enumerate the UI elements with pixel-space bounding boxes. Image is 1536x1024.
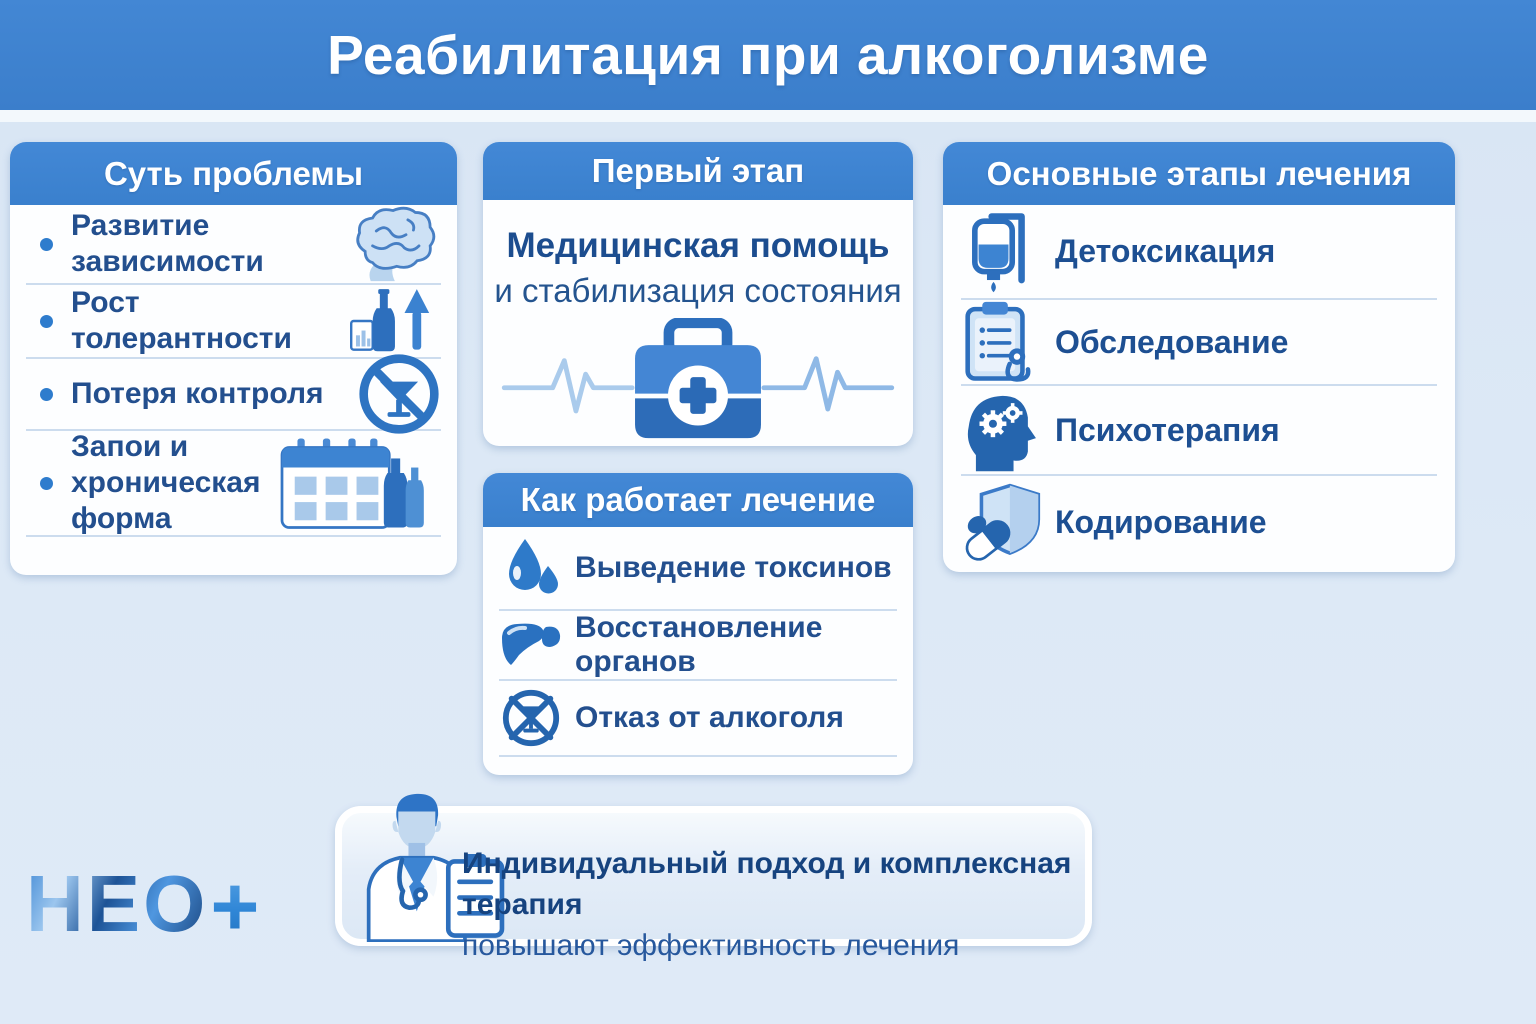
head-gears-icon	[963, 387, 1039, 473]
bullet-dot	[40, 315, 53, 328]
bullet-dot	[40, 388, 53, 401]
banner-text	[462, 843, 1085, 966]
ecg-line-icon	[504, 361, 632, 411]
list-item-label: Психотерапия	[1055, 411, 1280, 448]
bullet-dot	[40, 238, 53, 251]
droplet-icon	[503, 536, 559, 600]
list-item	[26, 431, 441, 537]
list-item	[26, 359, 441, 431]
list-item	[961, 386, 1437, 476]
no-drink-sign-icon	[357, 352, 441, 436]
card-problem	[10, 142, 457, 575]
card-first-stage-title: Первый этап	[591, 152, 805, 189]
first-aid-kit-icon	[492, 318, 904, 442]
first-stage-text-bold: Медицинская помощь	[506, 226, 890, 265]
card-how-header	[483, 473, 913, 527]
list-item	[961, 205, 1437, 300]
footer-banner	[335, 806, 1092, 962]
card-problem-body	[10, 205, 457, 537]
list-item	[961, 476, 1437, 568]
card-main-stages-title: Основные этапы лечения	[986, 154, 1412, 192]
banner-text-bold: Индивидуальный подход и комплексная терапия	[462, 847, 1072, 921]
header-divider	[0, 110, 1536, 122]
top-header	[0, 0, 1536, 110]
card-main-stages-body	[943, 205, 1455, 568]
bullet-dot	[40, 477, 53, 490]
shield-pills-icon	[961, 481, 1041, 563]
liver-icon	[499, 620, 563, 670]
page-title: Реабилитация при алкоголизме	[327, 24, 1209, 86]
clipboard-exam-icon	[961, 300, 1041, 384]
list-item	[499, 527, 897, 611]
brain-head-icon	[345, 205, 441, 283]
card-first-stage-header	[483, 142, 913, 200]
list-item-label: Детоксикация	[1055, 233, 1276, 269]
calendar-bottles-icon	[267, 433, 437, 533]
list-item-label: Развитие зависимости	[71, 209, 264, 278]
card-first-stage	[483, 142, 913, 446]
ecg-line-icon	[764, 359, 892, 409]
list-item	[26, 205, 441, 285]
logo-text: НЕО	[26, 859, 209, 948]
bottle-tolerance-icon	[333, 286, 441, 356]
list-item	[499, 611, 897, 681]
list-item-label: Восстановление органов	[575, 611, 823, 678]
card-how-title: Как работает лечение	[520, 481, 876, 518]
card-problem-header	[10, 142, 457, 205]
card-how-body	[483, 527, 913, 757]
logo-plus-sign: +	[210, 859, 260, 953]
neo-plus-logo	[26, 858, 259, 955]
list-item-label: Обследование	[1055, 323, 1289, 360]
list-item-label: Отказ от алкоголя	[575, 701, 844, 734]
list-item-label: Выведение токсинов	[575, 551, 892, 584]
list-item-label: Кодирование	[1055, 503, 1267, 540]
list-item	[499, 681, 897, 757]
list-item	[961, 300, 1437, 386]
card-main-stages	[943, 142, 1455, 572]
iv-drip-icon	[963, 209, 1039, 295]
list-item-label: Запои и хроническая форма	[71, 430, 261, 535]
list-item	[26, 285, 441, 359]
list-item-label: Рост толерантности	[71, 286, 292, 355]
card-problem-title: Суть проблемы	[103, 154, 364, 192]
no-alcohol-icon	[500, 687, 562, 749]
first-stage-text: и стабилизация состояния	[494, 272, 902, 309]
card-how-treatment-works	[483, 473, 913, 775]
banner-text-normal: повышают эффективность лечения	[462, 929, 960, 962]
card-main-stages-header	[943, 142, 1455, 205]
list-item-label: Потеря контроля	[71, 377, 324, 410]
